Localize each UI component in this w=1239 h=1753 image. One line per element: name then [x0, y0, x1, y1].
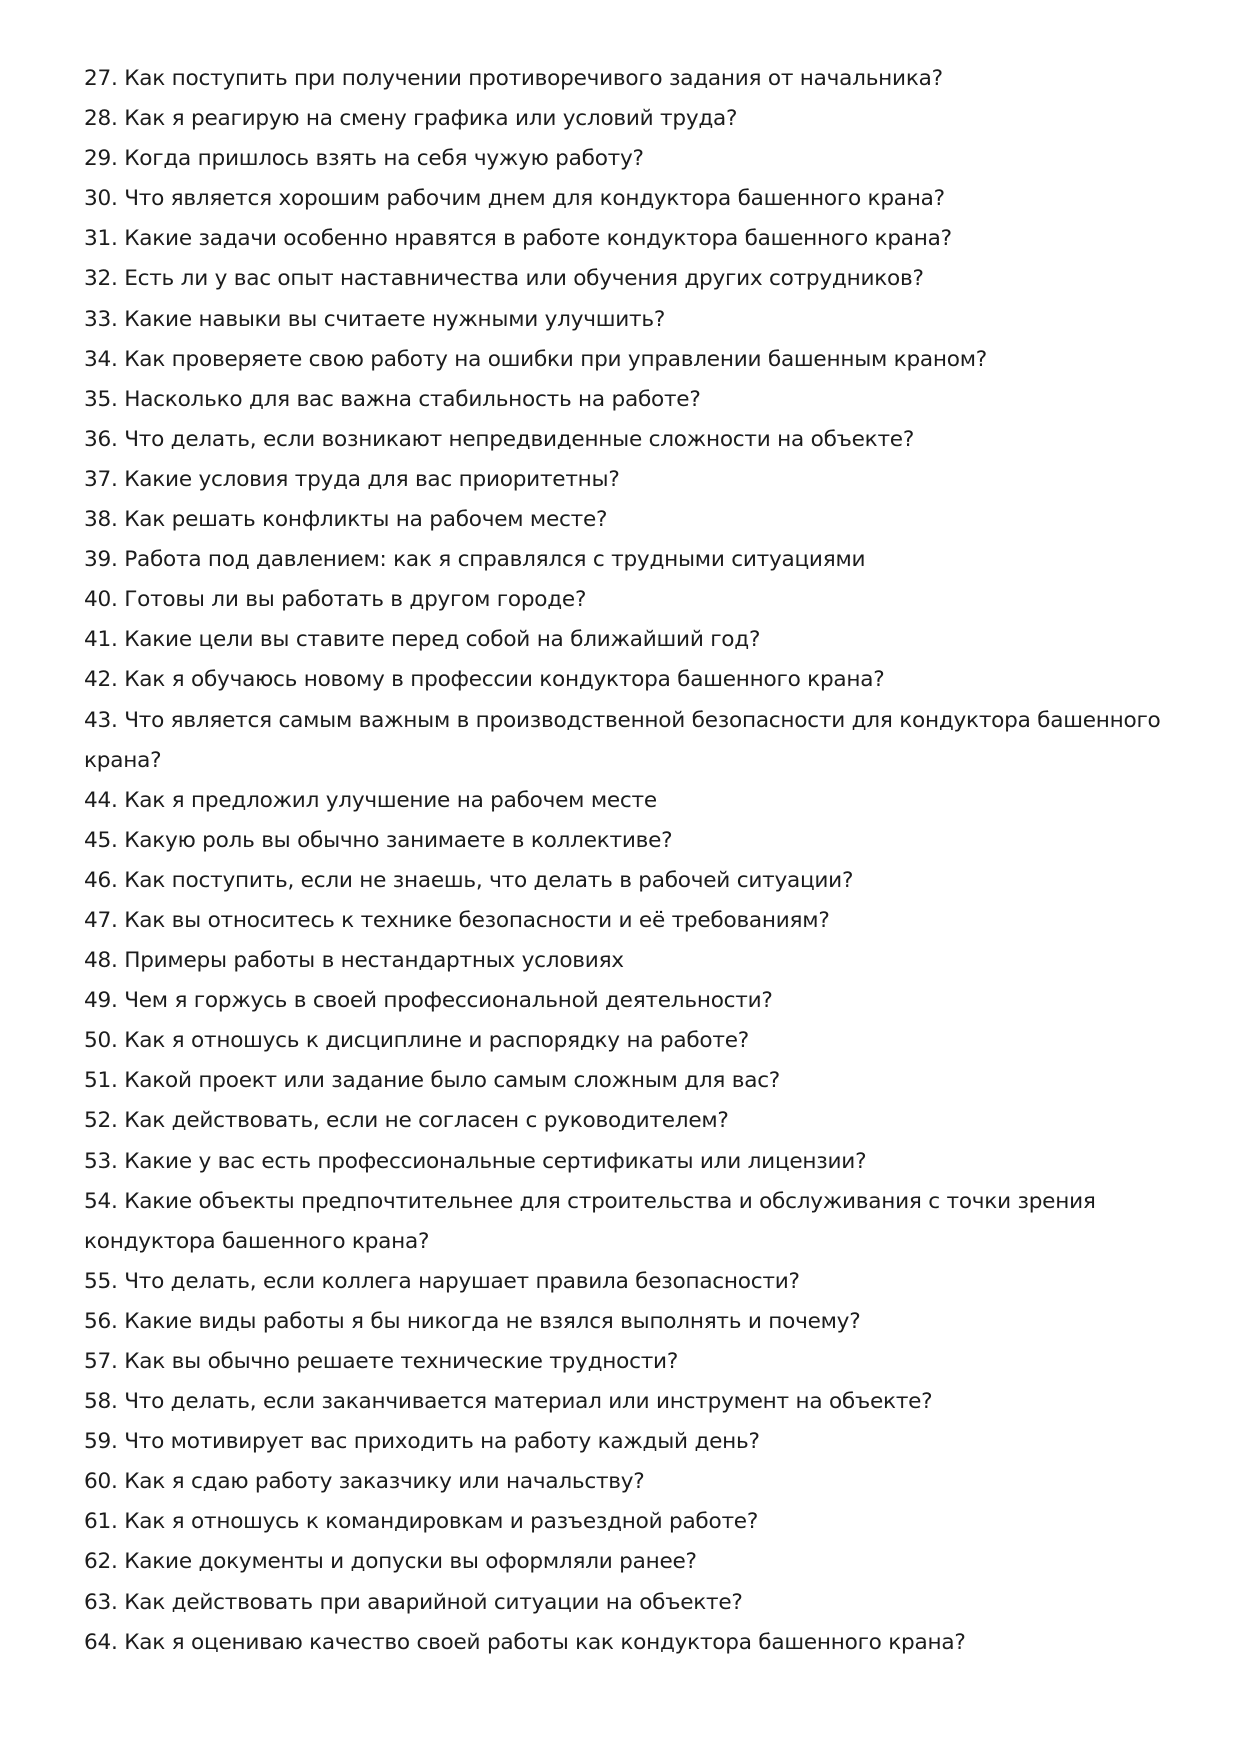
list-item: 38. Как решать конфликты на рабочем месте?: [84, 507, 608, 533]
list-item: 43. Что является самым важным в производственной безопасности для кондуктора башенного крана?: [84, 707, 1161, 773]
list-item: 53. Какие у вас есть профессиональные сертификаты или лицензии?: [84, 1148, 867, 1174]
list-item: 47. Как вы относитесь к технике безопасности и её требованиям?: [84, 907, 830, 933]
list-item: 60. Как я сдаю работу заказчику или начальству?: [84, 1469, 645, 1495]
list-item: 37. Какие условия труда для вас приоритетны?: [84, 466, 620, 492]
list-item: 36. Что делать, если возникают непредвиденные сложности на объекте?: [84, 426, 915, 452]
list-item: 63. Как действовать при аварийной ситуации на объекте?: [84, 1589, 743, 1615]
list-item: 40. Готовы ли вы работать в другом городе?: [84, 587, 587, 613]
question-list: [84, 59, 1164, 1663]
list-item: 62. Какие документы и допуски вы оформляли ранее?: [84, 1549, 697, 1575]
list-item: 57. Как вы обычно решаете технические трудности?: [84, 1349, 679, 1374]
list-item: 55. Что делать, если коллега нарушает правила безопасности?: [84, 1268, 800, 1294]
document-page: [84, 59, 1164, 1663]
list-item: 48. Примеры работы в нестандартных условиях: [84, 948, 624, 974]
list-item: 30. Что является хорошим рабочим днем для кондуктора башенного крана?: [84, 186, 945, 212]
list-item: 42. Как я обучаюсь новому в профессии кондуктора башенного крана?: [84, 667, 885, 693]
list-item: 61. Как я отношусь к командировкам и разъездной работе?: [84, 1509, 759, 1535]
list-item: 50. Как я отношусь к дисциплине и распорядку на работе?: [84, 1028, 749, 1054]
list-item: 34. Как проверяете свою работу на ошибки при управлении башенным краном?: [84, 346, 987, 372]
list-item: 29. Когда пришлось взять на себя чужую работу?: [84, 146, 644, 172]
list-item: 59. Что мотивирует вас приходить на работу каждый день?: [84, 1429, 760, 1455]
list-item: 45. Какую роль вы обычно занимаете в коллективе?: [84, 827, 673, 853]
list-item: 28. Как я реагирую на смену графика или условий труда?: [84, 106, 738, 132]
list-item: 35. Насколько для вас важна стабильность на работе?: [84, 386, 701, 412]
list-item: 41. Какие цели вы ставите перед собой на ближайший год?: [84, 627, 761, 653]
list-item: 32. Есть ли у вас опыт наставничества или обучения других сотрудников?: [84, 266, 924, 292]
list-item: 56. Какие виды работы я бы никогда не взялся выполнять и почему?: [84, 1308, 861, 1334]
list-item: 39. Работа под давлением: как я справлялся с трудными ситуациями: [84, 547, 866, 573]
list-item: 49. Чем я горжусь в своей профессиональной деятельности?: [84, 988, 773, 1014]
list-item: 33. Какие навыки вы считаете нужными улучшить?: [84, 306, 666, 332]
list-item: 44. Как я предложил улучшение на рабочем месте: [84, 787, 657, 813]
list-item: 51. Какой проект или задание было самым сложным для вас?: [84, 1068, 781, 1094]
list-item: 27. Как поступить при получении противоречивого задания от начальника?: [84, 66, 943, 91]
list-item: 52. Как действовать, если не согласен с руководителем?: [84, 1108, 729, 1134]
list-item: 58. Что делать, если заканчивается материал или инструмент на объекте?: [84, 1389, 933, 1415]
list-item: 64. Как я оцениваю качество своей работы как кондуктора башенного крана?: [84, 1629, 966, 1655]
list-item: 31. Какие задачи особенно нравятся в работе кондуктора башенного крана?: [84, 226, 952, 252]
list-item: 46. Как поступить, если не знаешь, что делать в рабочей ситуации?: [84, 867, 854, 893]
list-item: 54. Какие объекты предпочтительнее для строительства и обслуживания с точки зрения кондуктора башенного крана?: [84, 1188, 1096, 1254]
